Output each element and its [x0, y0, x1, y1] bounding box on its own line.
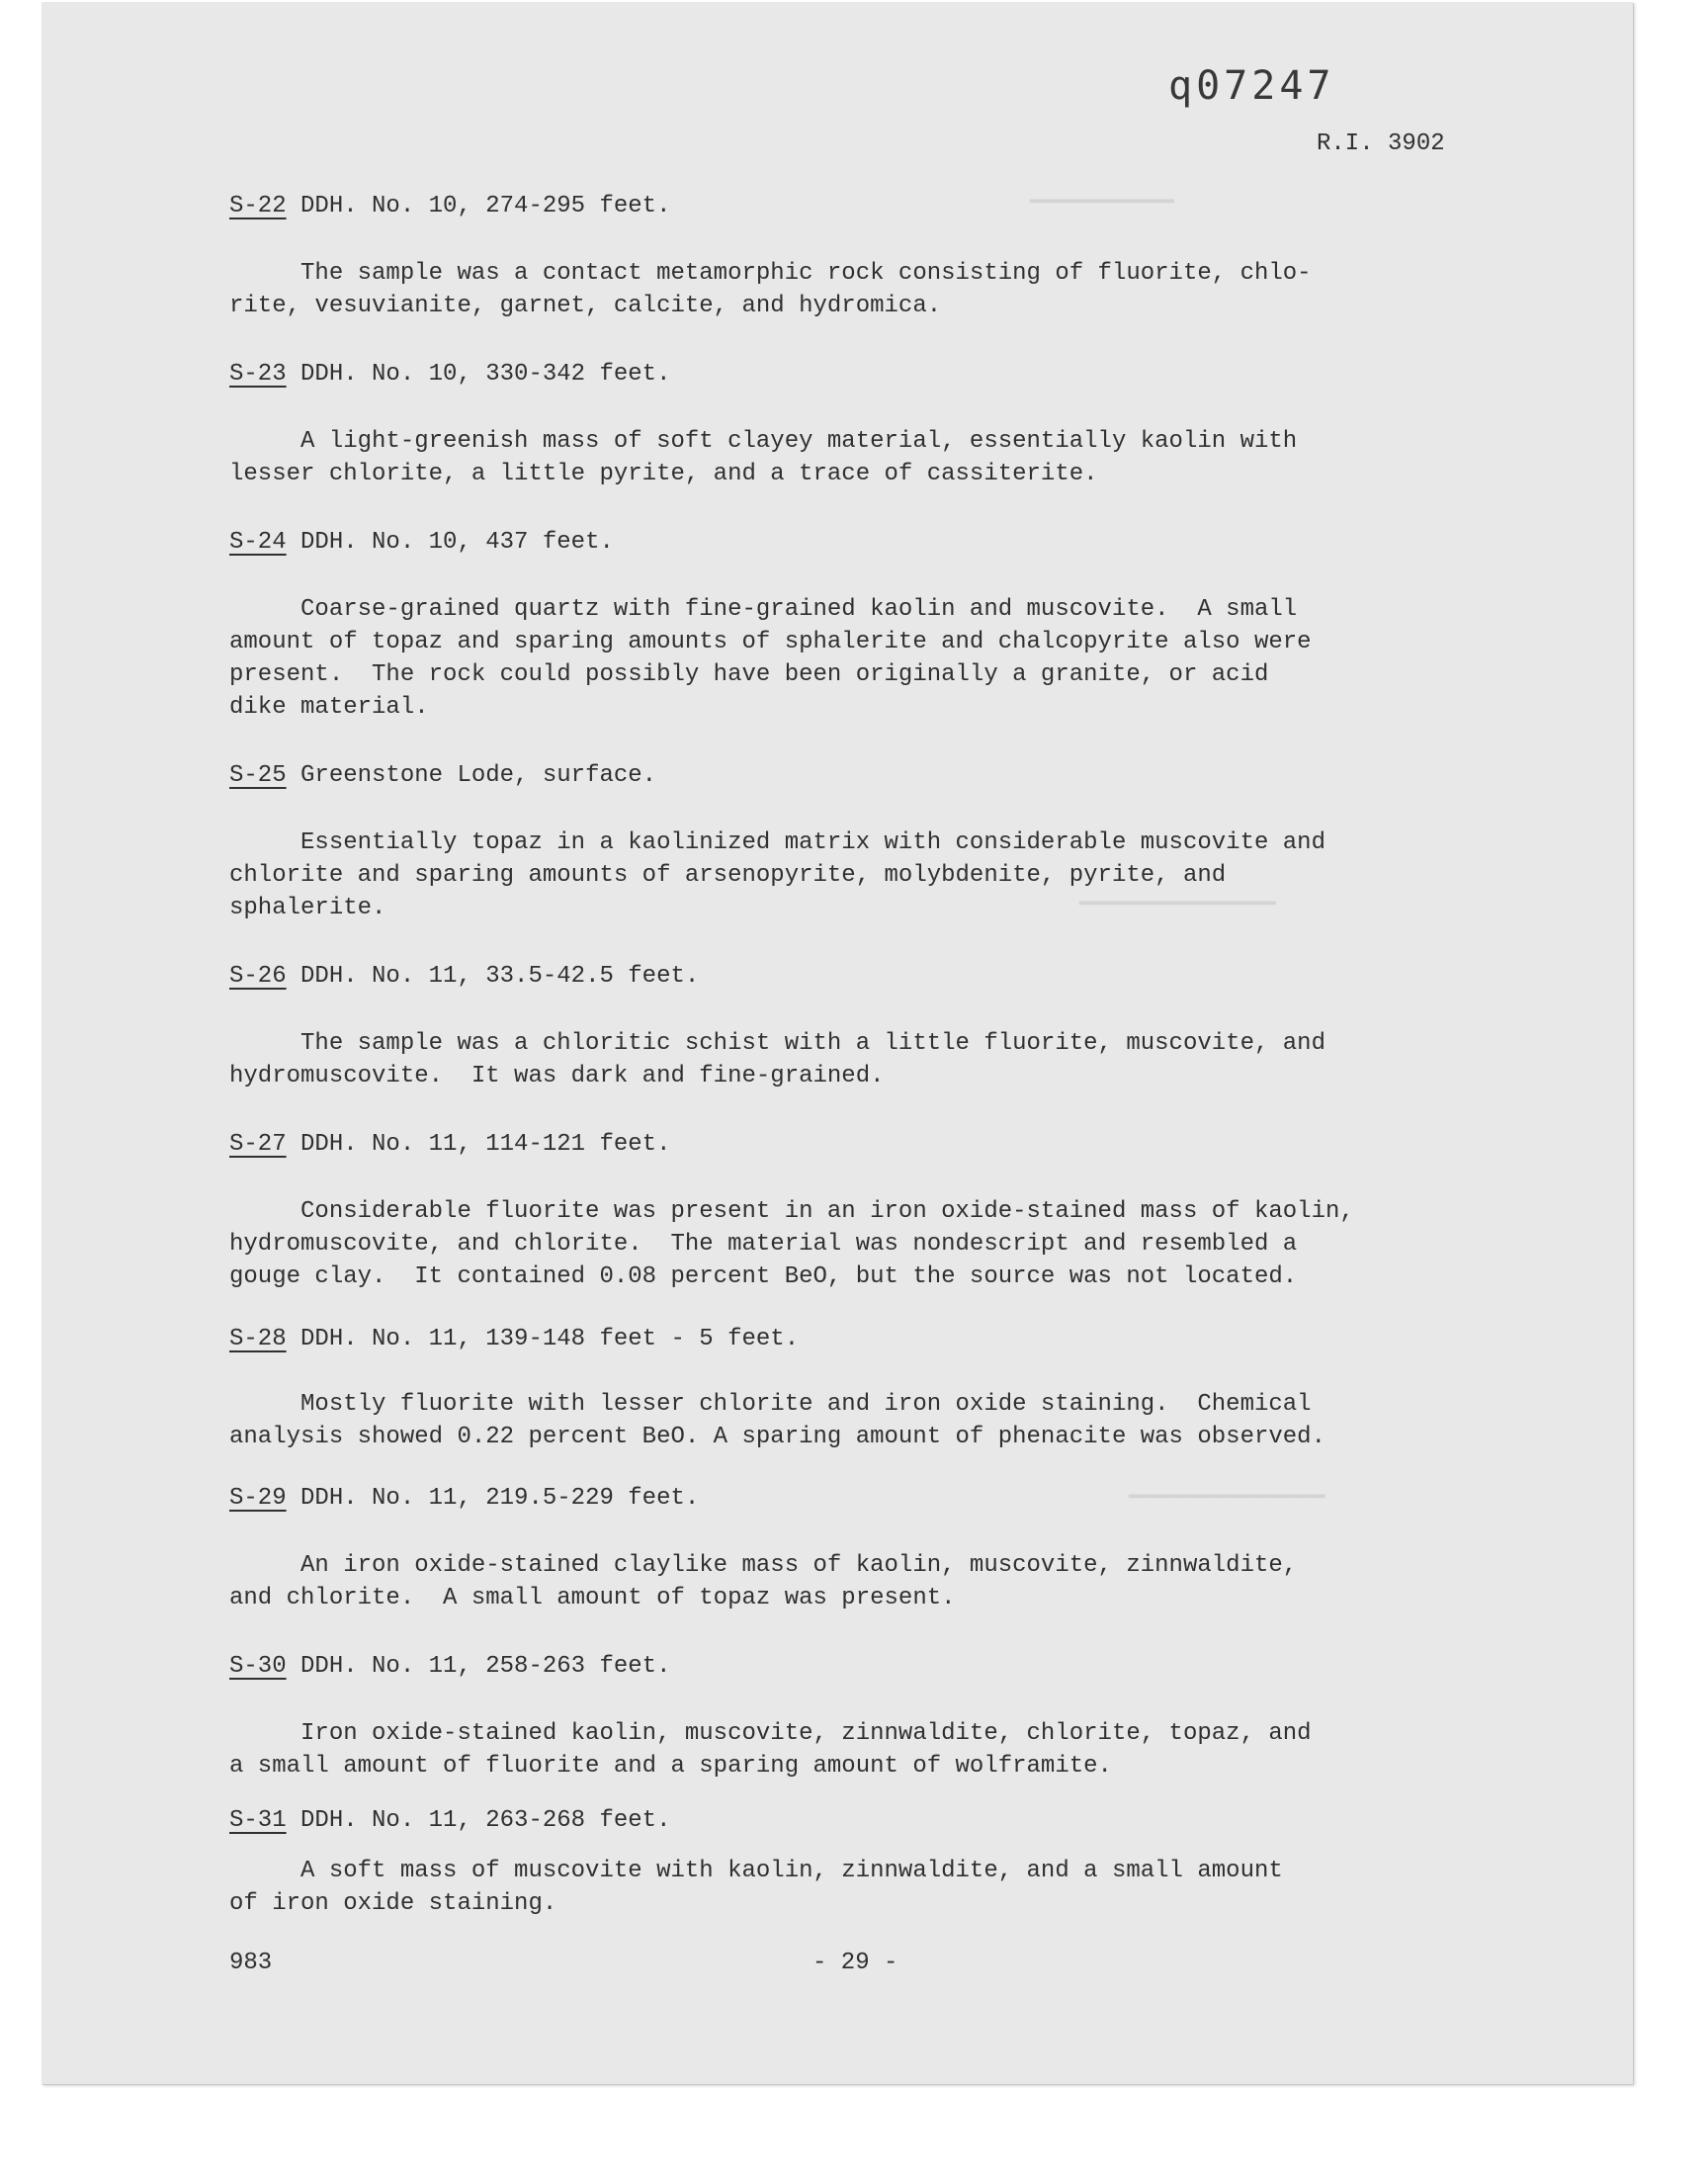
text-line: A light-greenish mass of soft clayey material, essentially kaolin with — [229, 428, 1298, 455]
bleed-through-text: ━━━━━━━━━━━ — [1030, 191, 1174, 216]
entry-description — [229, 1855, 1593, 1920]
entry-description — [229, 1717, 1593, 1783]
entry-heading — [229, 193, 670, 219]
sample-location: DDH. No. 11, 139-148 feet - 5 feet. — [300, 1326, 800, 1352]
entry-description — [229, 593, 1593, 724]
text-line: Considerable fluorite was present in an iron oxide-stained mass of kaolin, — [229, 1198, 1354, 1225]
text-line: analysis showed 0.22 percent BeO. A sparing amount of phenacite was observed. — [229, 1424, 1325, 1450]
entry-description — [229, 425, 1593, 490]
entry-heading — [229, 529, 614, 556]
text-line: hydromuscovite, and chlorite. The material was nondescript and resembled a — [229, 1231, 1298, 1258]
text-line: a small amount of fluorite and a sparing amount of wolframite. — [229, 1753, 1112, 1780]
text-line: present. The rock could possibly have been originally a granite, or acid — [229, 661, 1269, 688]
sample-location: Greenstone Lode, surface. — [300, 762, 657, 789]
sample-id: S-30 — [229, 1653, 287, 1680]
text-line: The sample was a contact metamorphic rock consisting of fluorite, chlo- — [229, 260, 1312, 287]
text-line: An iron oxide-stained claylike mass of kaolin, muscovite, zinnwaldite, — [229, 1552, 1298, 1579]
entry-description — [229, 1195, 1593, 1293]
text-line: gouge clay. It contained 0.08 percent BeO, but the source was not located. — [229, 1263, 1298, 1290]
sample-location: DDH. No. 11, 263-268 feet. — [300, 1807, 671, 1834]
entry-description — [229, 1388, 1593, 1453]
sample-location: DDH. No. 10, 330-342 feet. — [300, 361, 671, 388]
sample-id: S-27 — [229, 1131, 287, 1158]
sample-id: S-25 — [229, 762, 287, 789]
text-line: dike material. — [229, 694, 429, 721]
page-number: - 29 - — [812, 1950, 898, 1976]
sample-id: S-29 — [229, 1485, 287, 1512]
text-line: Mostly fluorite with lesser chlorite and iron oxide staining. Chemical — [229, 1391, 1312, 1418]
entry-description — [229, 257, 1593, 322]
sample-location: DDH. No. 11, 114-121 feet. — [300, 1131, 671, 1158]
sample-id: S-23 — [229, 361, 287, 388]
document-page — [42, 2, 1633, 2084]
text-line: lesser chlorite, a little pyrite, and a trace of cassiterite. — [229, 461, 1098, 487]
sample-id: S-24 — [229, 529, 287, 556]
text-line: chlorite and sparing amounts of arsenopyrite, molybdenite, pyrite, and — [229, 862, 1227, 889]
entry-description — [229, 1549, 1593, 1614]
text-line: of iron oxide staining. — [229, 1890, 557, 1917]
document-stamp-number: q07247 — [1168, 63, 1335, 109]
text-line: Iron oxide-stained kaolin, muscovite, zinnwaldite, chlorite, topaz, and — [229, 1720, 1312, 1747]
entry-description — [229, 826, 1593, 924]
text-line: rite, vesuvianite, garnet, calcite, and hydromica. — [229, 293, 942, 319]
text-line: Essentially topaz in a kaolinized matrix with considerable muscovite and — [229, 829, 1325, 856]
text-line: A soft mass of muscovite with kaolin, zinnwaldite, and a small amount — [229, 1858, 1283, 1884]
text-line: amount of topaz and sparing amounts of sphalerite and chalcopyrite also were — [229, 629, 1312, 655]
text-line: sphalerite. — [229, 895, 386, 921]
sample-location: DDH. No. 11, 33.5-42.5 feet. — [300, 963, 700, 990]
entry-description — [229, 1027, 1593, 1092]
sample-id: S-22 — [229, 193, 287, 219]
document-number: 983 — [229, 1950, 273, 1976]
sample-id: S-31 — [229, 1807, 287, 1834]
entry-heading — [229, 963, 699, 990]
sample-location: DDH. No. 11, 219.5-229 feet. — [300, 1485, 700, 1512]
entry-heading — [229, 1485, 699, 1512]
sample-id: S-28 — [229, 1326, 287, 1352]
sample-id: S-26 — [229, 963, 287, 990]
text-line: and chlorite. A small amount of topaz was present. — [229, 1585, 956, 1611]
sample-location: DDH. No. 10, 274-295 feet. — [300, 193, 671, 219]
entry-heading — [229, 1653, 670, 1680]
sample-location: DDH. No. 11, 258-263 feet. — [300, 1653, 671, 1680]
text-line: hydromuscovite. It was dark and fine-grained. — [229, 1063, 885, 1089]
bleed-through-text: ━━━━━━━━━━━━━━━ — [1079, 893, 1276, 917]
text-line: Coarse-grained quartz with fine-grained kaolin and muscovite. A small — [229, 596, 1298, 623]
entry-heading — [229, 1131, 670, 1158]
entry-heading — [229, 361, 670, 388]
entry-heading — [229, 762, 656, 789]
text-line: The sample was a chloritic schist with a little fluorite, muscovite, and — [229, 1030, 1325, 1057]
sample-location: DDH. No. 10, 437 feet. — [300, 529, 614, 556]
entry-heading — [229, 1807, 670, 1834]
bleed-through-text: ━━━━━━━━━━━━━━━ — [1129, 1486, 1325, 1511]
report-number: R.I. 3902 — [1317, 130, 1445, 157]
entry-heading — [229, 1326, 799, 1352]
